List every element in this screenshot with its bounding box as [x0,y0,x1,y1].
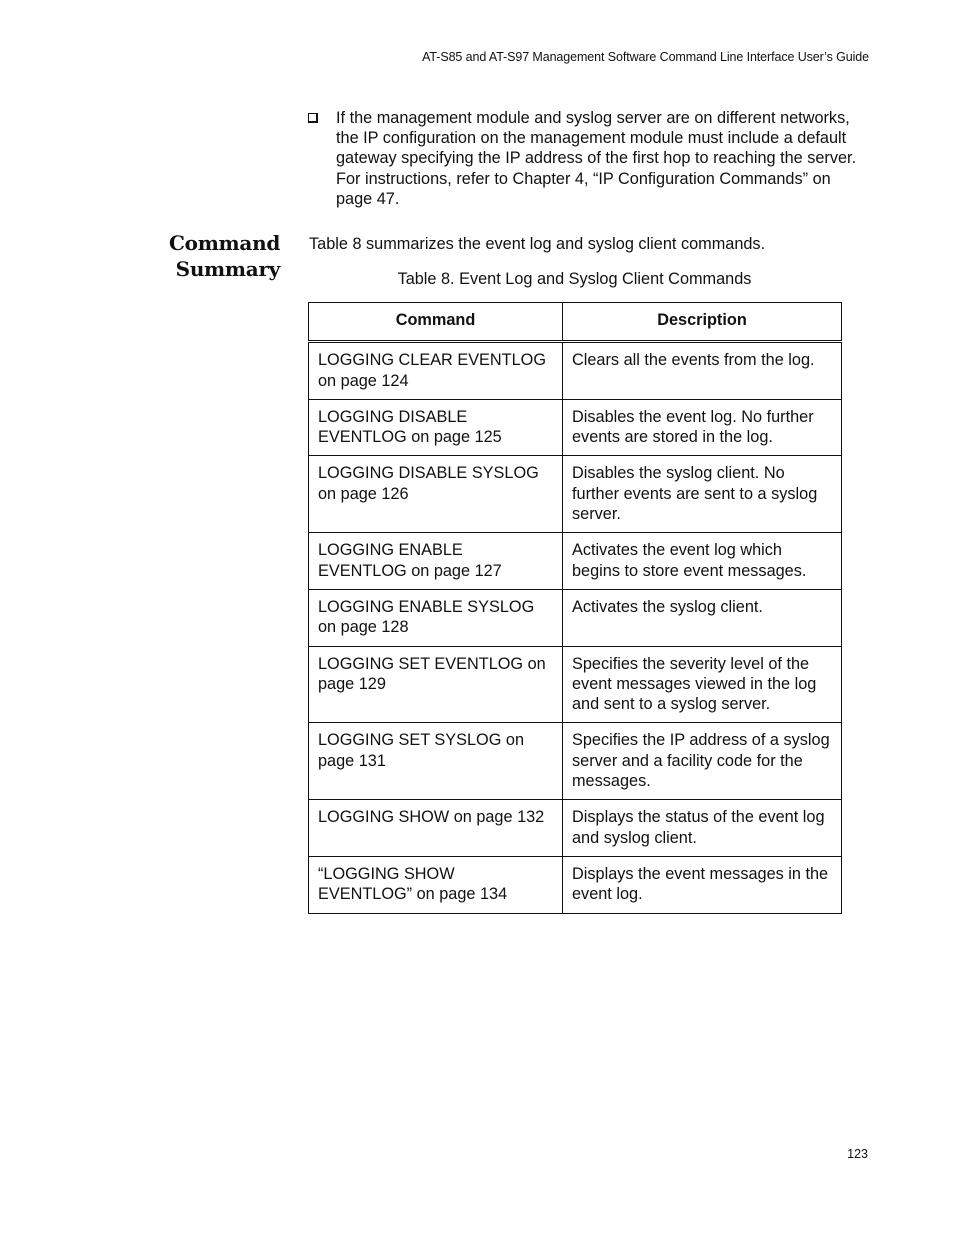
table-row [309,589,842,646]
checkbox-bullet-icon [308,113,318,123]
command-cell[interactable]: LOGGING DISABLE SYSLOG on page 126 [309,456,563,533]
command-table [308,302,842,914]
section-heading-line1: Command [169,231,280,255]
description-cell: Clears all the events from the log. [563,342,842,400]
section-heading-line2: Summary [175,257,280,281]
table-row [309,456,842,533]
table-row [309,342,842,400]
description-cell: Displays the event messages in the event log. [563,856,842,913]
command-cell[interactable]: LOGGING DISABLE EVENTLOG on page 125 [309,399,563,456]
description-cell: Specifies the severity level of the event messages viewed in the log and sent to a syslog server. [563,646,842,723]
command-cell[interactable]: LOGGING CLEAR EVENTLOG on page 124 [309,342,563,400]
description-cell: Disables the event log. No further events are stored in the log. [563,399,842,456]
running-header: AT-S85 and AT-S97 Management Software Command Line Interface User’s Guide [422,50,869,64]
description-cell: Activates the syslog client. [563,589,842,646]
bullet-item [308,108,868,209]
column-header-description: Description [563,303,842,342]
command-cell[interactable]: LOGGING SET EVENTLOG on page 129 [309,646,563,723]
page-number: 123 [847,1147,868,1161]
intro-paragraph: Table 8 summarizes the event log and syslog client commands. [309,235,766,253]
table-caption: Table 8. Event Log and Syslog Client Commands [397,270,752,288]
description-cell: Displays the status of the event log and syslog client. [563,800,842,857]
description-cell: Disables the syslog client. No further events are sent to a syslog server. [563,456,842,533]
bullet-text: If the management module and syslog server are on different networks, the IP configuration on the management module must include a default gateway specifying the IP address of the first hop to reaching the server. For instructions, refer to Chapter 4, “IP Configuration Commands” on page 47. [336,109,857,208]
column-header-command: Command [309,303,563,342]
table-row [309,646,842,723]
table-row [309,800,842,857]
table-header-row [309,303,842,342]
table-row [309,856,842,913]
description-cell: Specifies the IP address of a syslog server and a facility code for the messages. [563,723,842,800]
command-cell[interactable]: LOGGING ENABLE EVENTLOG on page 127 [309,533,563,590]
table-row [309,533,842,590]
command-cell[interactable]: LOGGING SET SYSLOG on page 131 [309,723,563,800]
command-cell[interactable]: “LOGGING SHOW EVENTLOG” on page 134 [309,856,563,913]
table-row [309,723,842,800]
table-row [309,399,842,456]
command-cell[interactable]: LOGGING ENABLE SYSLOG on page 128 [309,589,563,646]
section-heading [150,230,280,282]
command-cell[interactable]: LOGGING SHOW on page 132 [309,800,563,857]
description-cell: Activates the event log which begins to store event messages. [563,533,842,590]
